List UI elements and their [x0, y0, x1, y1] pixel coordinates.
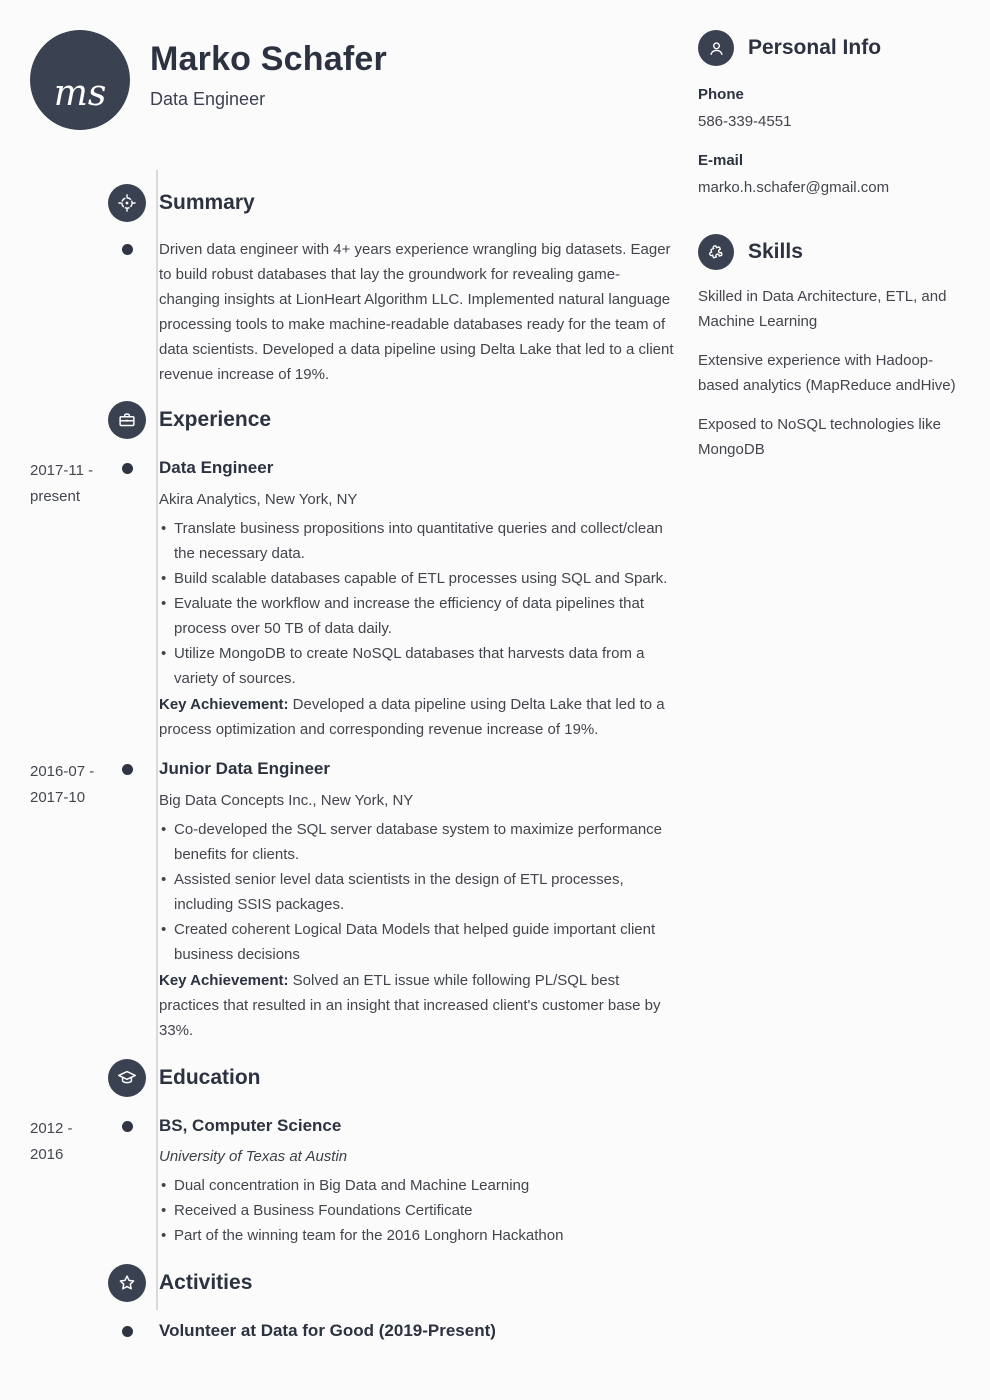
experience-section-header [30, 401, 674, 439]
experience-entry [30, 757, 674, 1043]
job-bullet: • Translate business propositions into quantitative queries and collect/clean the necessary data. [159, 516, 674, 566]
email-value: marko.h.schafer@gmail.com [698, 179, 890, 196]
sidebar [698, 30, 956, 1400]
summary-text: Driven data engineer with 4+ years experience wrangling big datasets. Eager to build robust databases that lay the groundwork for revealing game-changing insights at LionHeart Algorithm LLC. Implemented natural language processing tools to make machine-readable databases ready for the team of data scientists. Developed a data pipeline using Delta Lake that led to a client revenue increase of 19%. [159, 241, 674, 383]
timeline-dot [122, 764, 133, 775]
experience-heading: Experience [159, 408, 272, 431]
job-bullet-list [159, 817, 674, 967]
personal-info-section-header [698, 30, 956, 66]
job-company: Big Data Concepts Inc., New York, NY [159, 792, 414, 809]
job-subtitle: Data Engineer [150, 89, 266, 109]
education-entry [30, 1114, 674, 1248]
job-dates: 2017-11 - present [30, 462, 94, 505]
education-heading: Education [159, 1066, 261, 1089]
job-bullet: • Build scalable databases capable of ETL processes using SQL and Spark. [159, 566, 674, 591]
job-title: Data Engineer [159, 458, 274, 477]
puzzle-icon [698, 234, 734, 270]
skills-section-header [698, 234, 956, 270]
degree-title: BS, Computer Science [159, 1116, 342, 1135]
timeline-dot [122, 244, 133, 255]
graduation-cap-icon [108, 1059, 146, 1097]
job-company: Akira Analytics, New York, NY [159, 491, 358, 508]
phone-label: Phone [698, 86, 744, 103]
education-bullet-list [159, 1173, 674, 1248]
header-text [150, 30, 387, 110]
job-bullet: • Co-developed the SQL server database system to maximize performance benefits for clients. [159, 817, 674, 867]
activities-heading: Activities [159, 1271, 253, 1294]
education-dates: 2012 - 2016 [30, 1120, 73, 1163]
skills-heading: Skills [748, 240, 803, 263]
summary-entry [30, 237, 674, 387]
email-label: E-mail [698, 152, 744, 169]
page-title: Marko Schafer [150, 40, 387, 78]
activities-section-header [30, 1264, 674, 1302]
avatar-initials: ms [53, 72, 107, 114]
avatar [30, 30, 130, 130]
skill-item: Exposed to NoSQL technologies like MongoDB [698, 416, 941, 458]
person-icon [698, 30, 734, 66]
main-column [30, 30, 674, 1400]
skill-item: Skilled in Data Architecture, ETL, and Machine Learning [698, 288, 947, 330]
education-bullet: • Part of the winning team for the 2016 Longhorn Hackathon [159, 1223, 674, 1248]
job-bullet: • Evaluate the workflow and increase the efficiency of data pipelines that process over 50 TB of data daily. [159, 591, 674, 641]
job-bullet: • Created coherent Logical Data Models that helped guide important client business decisions [159, 917, 674, 967]
key-achievement: Key Achievement: Developed a data pipeline using Delta Lake that led to a process optimization and corresponding revenue increase of 19%. [159, 696, 665, 738]
job-bullet-list [159, 516, 674, 691]
header [30, 30, 674, 162]
experience-entry [30, 456, 674, 742]
briefcase-icon [108, 401, 146, 439]
education-section-header [30, 1059, 674, 1097]
personal-info-heading: Personal Info [748, 36, 882, 59]
activity-entry [30, 1319, 674, 1343]
key-achievement: Key Achievement: Solved an ETL issue while following PL/SQL best practices that resulted in an insight that increased client's customer base by 33%. [159, 972, 661, 1039]
job-dates: 2016-07 - 2017-10 [30, 763, 95, 806]
job-bullet: • Utilize MongoDB to create NoSQL databases that harvests data from a variety of sources. [159, 641, 674, 691]
timeline-dot [122, 463, 133, 474]
phone-value: 586-339-4551 [698, 113, 792, 130]
timeline-dot [122, 1121, 133, 1132]
star-icon [108, 1264, 146, 1302]
skill-item: Extensive experience with Hadoop-based analytics (MapReduce andHive) [698, 352, 956, 394]
summary-section-header [30, 184, 674, 222]
education-bullet: • Received a Business Foundations Certificate [159, 1198, 674, 1223]
target-icon [108, 184, 146, 222]
summary-heading: Summary [159, 191, 255, 214]
job-bullet: • Assisted senior level data scientists in the design of ETL processes, including SSIS packages. [159, 867, 674, 917]
education-bullet: • Dual concentration in Big Data and Machine Learning [159, 1173, 674, 1198]
timeline-dot [122, 1326, 133, 1337]
job-title: Junior Data Engineer [159, 759, 330, 778]
activity-title: Volunteer at Data for Good (2019-Present) [159, 1321, 496, 1340]
school-name: University of Texas at Austin [159, 1148, 348, 1165]
